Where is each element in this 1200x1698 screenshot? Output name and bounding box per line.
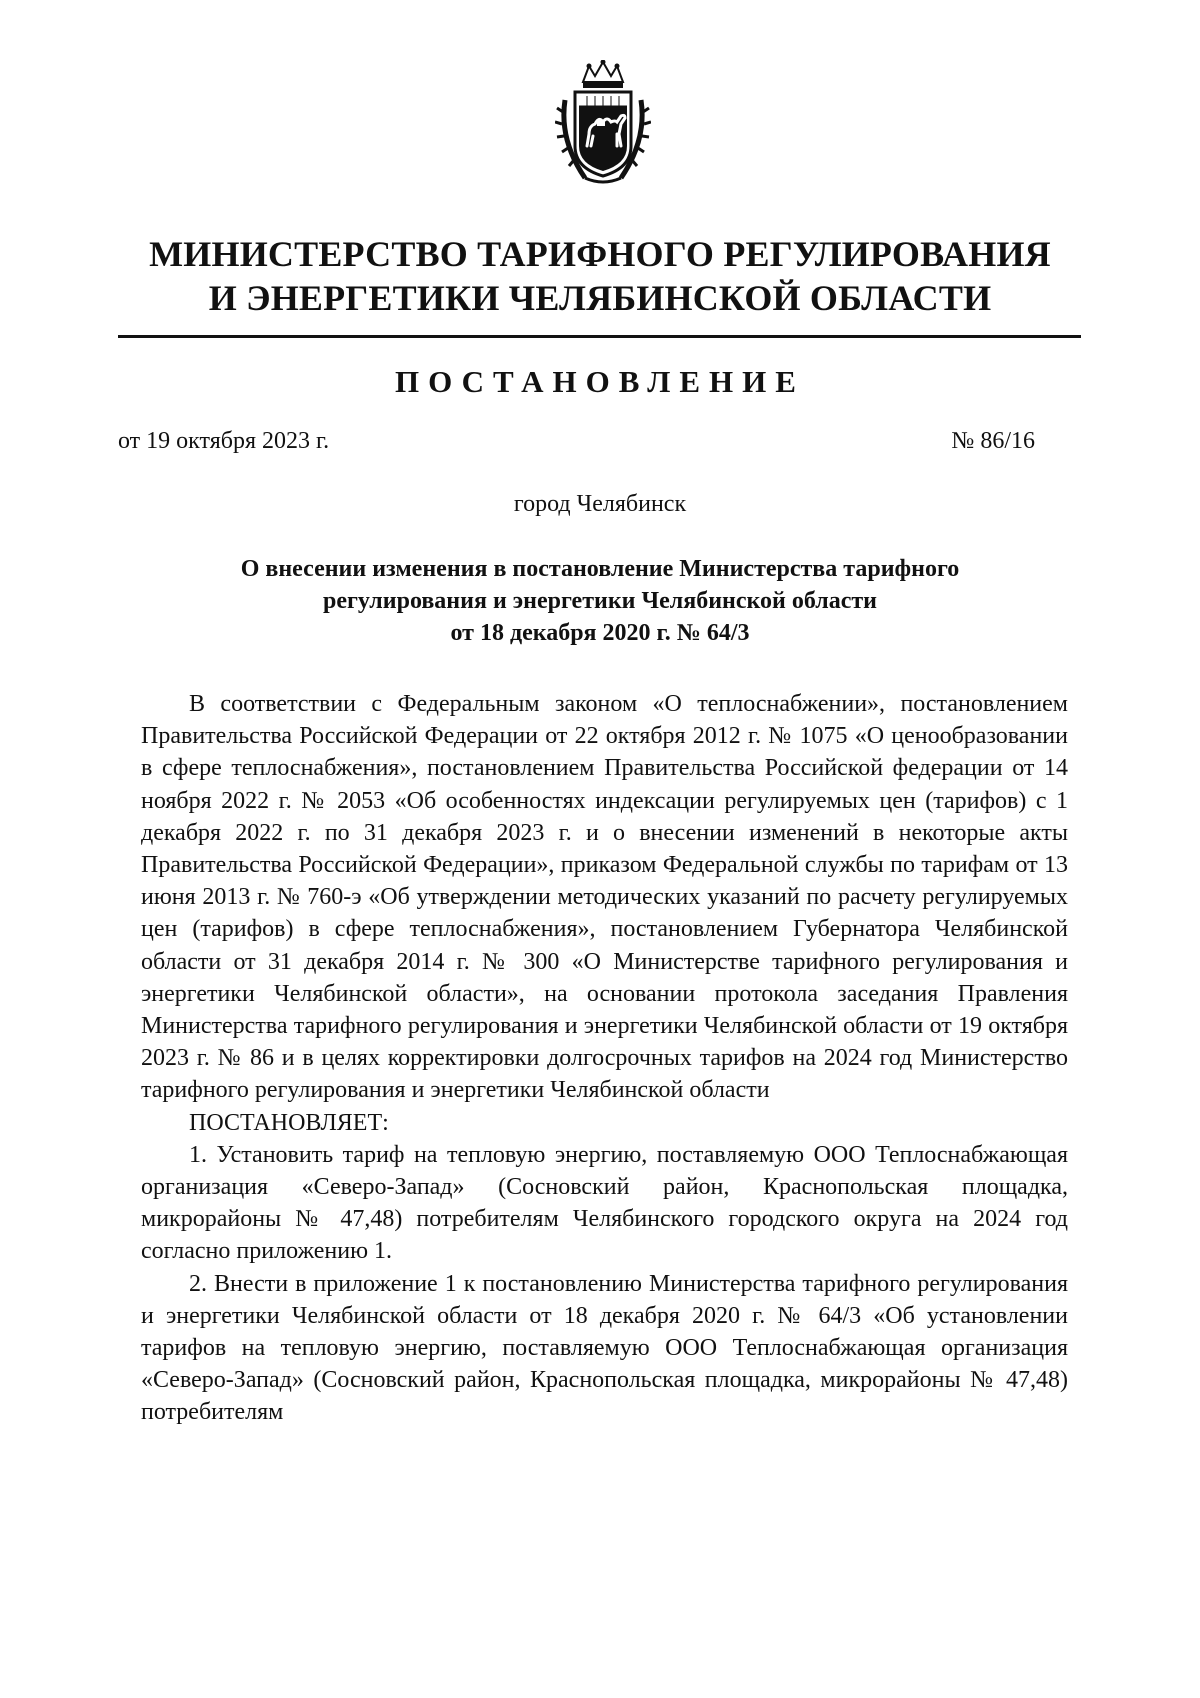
item-2-paragraph: 2. Внести в приложение 1 к постановлению Министерства тарифного регулирования и энергетики Челябинской области от 18 декабря 2020 г. № 64/3 «Об установлении тарифов на тепловую энергию, поставляемую ООО Теплоснабжающая организация «Северо-Запад» (Сосновский район, Краснопольская площадка, микрорайоны № 47,48) потребителям	[141, 1270, 1068, 1426]
subject-line-1: О внесении изменения в постановление Министерства тарифного	[240, 556, 960, 582]
subject-line-3: от 18 декабря 2020 г. № 64/3	[450, 620, 750, 646]
document-body	[141, 688, 1068, 1429]
subject-line-2: регулирования и энергетики Челябинской области	[323, 588, 877, 614]
document-subject	[150, 553, 1050, 649]
header-divider	[118, 335, 1081, 338]
chelyabinsk-coat-of-arms-icon	[555, 60, 651, 188]
document-date: от 19 октября 2023 г.	[118, 428, 330, 454]
document-city: город Челябинск	[513, 491, 687, 517]
decree-word: ПОСТАНОВЛЯЕТ:	[189, 1109, 389, 1136]
item-1-paragraph: 1. Установить тариф на тепловую энергию, поставляемую ООО Теплоснабжающая организация «Северо-Запад» (Сосновский район, Краснопольская площадка, микрорайоны № 47,48) потребителям Челябинского городского округа на 2024 год согласно приложению 1.	[141, 1141, 1068, 1265]
ministry-name-line-2: И ЭНЕРГЕТИКИ ЧЕЛЯБИНСКОЙ ОБЛАСТИ	[208, 278, 992, 318]
preamble-paragraph: В соответствии с Федеральным законом «О теплоснабжении», постановлением Правительства Российской Федерации от 22 октября 2012 г. № 1075 «О ценообразовании в сфере теплоснабжения», постановлением Правительства Российской федерации от 14 ноября 2022 г. № 2053 «Об особенностях индексации регулируемых цен (тарифов) с 1 декабря 2022 г. по 31 декабря 2023 г. и о внесении изменений в некоторые акты Правительства Российской Федерации», приказом Федеральной службы по тарифам от 13 июня 2013 г. № 760-э «Об утверждении методических указаний по расчету регулируемых цен (тарифов) в сфере теплоснабжения», постановлением Губернатора Челябинской области от 31 декабря 2014 г. № 300 «О Министерстве тарифного регулирования и энергетики Челябинской области», на основании протокола заседания Правления Министерства тарифного регулирования и энергетики Челябинской области от 19 октября 2023 г. № 86 и в целях корректировки долгосрочных тарифов на 2024 год Министерство тарифного регулирования и энергетики Челябинской области	[141, 691, 1068, 1104]
ministry-name-line-1: МИНИСТЕРСТВО ТАРИФНОГО РЕГУЛИРОВАНИЯ	[149, 234, 1051, 274]
document-number: № 86/16	[951, 428, 1035, 454]
ministry-name	[120, 232, 1080, 320]
document-type: ПОСТАНОВЛЕНИЕ	[395, 364, 805, 399]
